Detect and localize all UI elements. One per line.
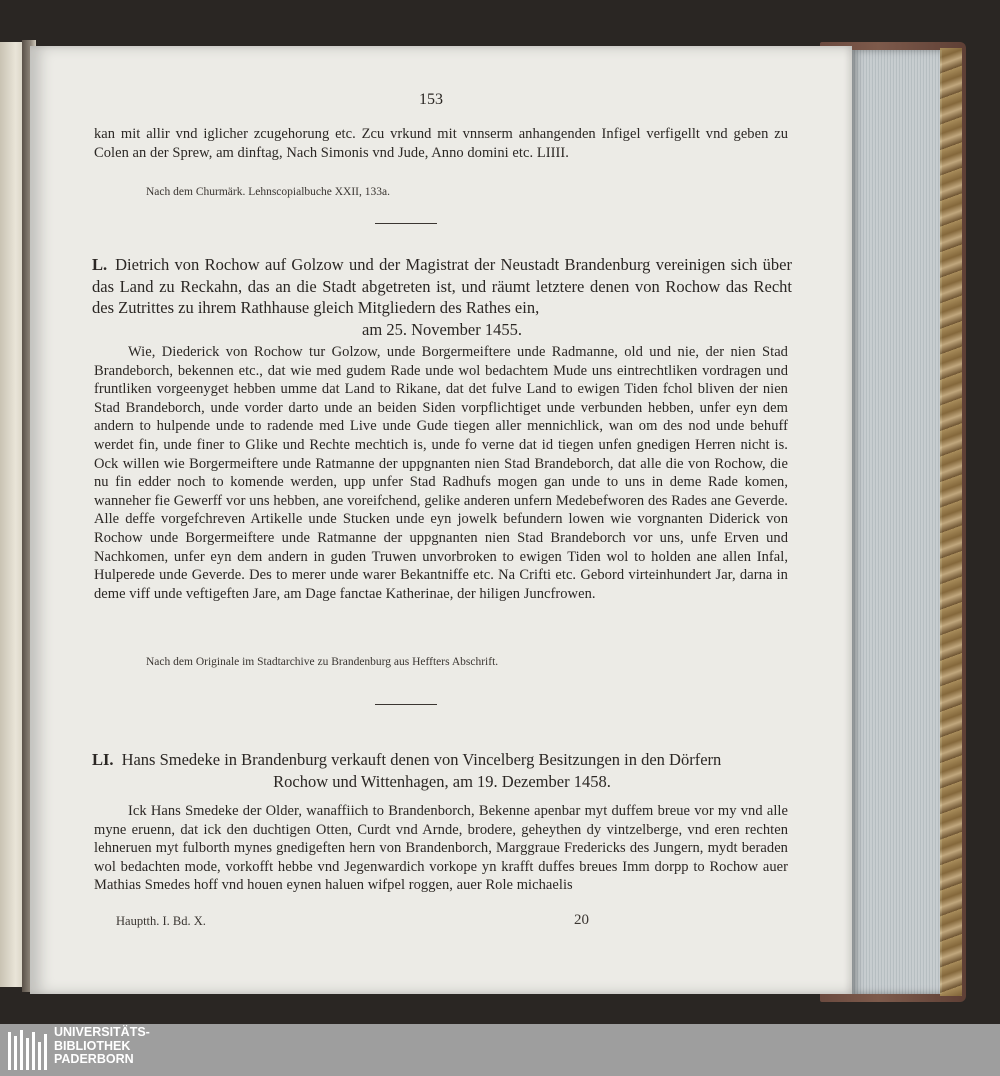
heading-date: am 25. November 1455.	[362, 319, 522, 339]
library-name-line: PADERBORN	[54, 1052, 134, 1066]
body-text: Wie, Diederick von Rochow tur Golzow, unde Borgermeiftere unde Radmanne, old und nie, der nien Stad Brandeborch, bekennen etc., dat wie med gudem Rade unde wol bedachtem Mude uns eintrechtliken vordragen und fruntliken vorgeenyget hebben umme dat Land to Rikane, dat det fulve Land to ewigen Tiden fchol bliven der nien Stad Brandeborch, unde vorder darto unde an beiden Siden vorpflichtiget unde verbunden hebben, unfer eyn dem andern to hulpende unde to radende med Live unde Gude tiegen aller mennichlick, wan om des nod unde behuff werdet fin, unde finer to Glike und Rechte mechtich is, unde fo verne dat id tiegen unfen gnedigen Herren nicht is. Ock willen wie Borgermeiftere unde Ratmanne der uppgnanten nien Stad Brandeborch, dat alle die von Rochow, die nu fin edder noch to komende werden, upp unfer Stad Radhufs mogen gan unde to uns in deme Rade komen, wanneher fie Gewerff vor uns hebben, ane voreifchend, gelike anderen unfern Medebefworen des Rades ane Geverde. Alle deffe vorgefchreven Artikelle unde Stucken unde eyn jowelk befundern lowen wie vorgnanten Diderick von Rochow unde Borgermeiftere unde Ratmanne der uppgnanten nien Stad Brandeborch vor uns, unfe Erven und Nachkomen, unfer eyn dem andern in guden Truwen unvorbroken to ewigen Tiden wol to holden ane allen Infal, Hulperede unde Geverde. Des to merer unde warer Bekantniffe etc. Na Crifti etc. Gebord virteinhundert Jar, darna in deme viff unde veftigeften Jare, am Dage fanctae Katherinae, der hiligen Juncfrowen.	[94, 344, 788, 602]
section-heading-LI	[92, 749, 792, 792]
library-logo-icon	[6, 1026, 50, 1072]
sheet-number: 20	[574, 912, 589, 928]
library-name-line: UNIVERSITÄTS-	[54, 1025, 150, 1039]
page-edges	[850, 50, 942, 994]
signature-mark: Hauptth. I. Bd. X.	[116, 914, 206, 928]
continuation-paragraph	[94, 125, 788, 162]
document-body-LI	[94, 802, 788, 895]
heading-text: Dietrich von Rochow auf Golzow und der Magistrat der Neustadt Brandenburg vereinigen sich über das Land zu Reckahn, das an die Stadt abgetreten ist, und räumt letztere denen von Rochow das Recht des Zutrittes zu ihrem Rathhause gleich Mitgliedern des Rathes ein,	[92, 255, 792, 317]
source-note-1: Nach dem Churmärk. Lehnscopialbuche XXII, 133a.	[146, 186, 390, 198]
source-note-2: Nach dem Originale im Stadtarchive zu Brandenburg aus Heffters Abschrift.	[146, 656, 499, 668]
marbled-edge	[940, 48, 962, 996]
section-number: L.	[92, 255, 108, 274]
section-heading-L	[92, 254, 792, 340]
section-divider	[375, 223, 437, 224]
page-number: 153	[419, 91, 443, 108]
body-text: Ick Hans Smedeke der Older, wanaffiich to Brandenborch, Bekenne apenbar myt duffem breue vor my vnd alle myne eruenn, dat ick den duchtigen Otten, Curdt vnd Arnde, brodere, geheythen dy vintzelberge, vnd eren rechten lehneruen myt fulborth mynes gnedigeften hern von Brandenborch, Marggraue Fredericks des Jungern, mydt beraden wol bedachten mode, vorkofft hebbe vnd Jegenwardich vorkope yn krafft duffes breues Imm dorpp to Rochow auer Mathias Smedes hoff vnd houen eynen haluen wifpel roggen, auer Role michaelis	[94, 803, 788, 894]
library-name-line: BIBLIOTHEK	[54, 1038, 131, 1053]
document-body-L	[94, 343, 788, 603]
heading-text: Hans Smedeke in Brandenburg verkauft denen von Vincelberg Besitzungen in den Dörfern	[121, 750, 722, 769]
section-divider	[375, 704, 437, 705]
continuation-text: kan mit allir vnd iglicher zcugehorung etc. Zcu vrkund mit vnnserm anhangenden Infigel verfigellt vnd geben zu Colen an der Sprew, am dinftag, Nach Simonis vnd Jude, Anno domini etc. LIIII.	[94, 126, 788, 161]
library-name[interactable]	[54, 1026, 150, 1067]
section-number: LI.	[92, 750, 114, 769]
book-page	[30, 46, 852, 994]
heading-date: Rochow und Wittenhagen, am 19. Dezember 1458.	[273, 771, 611, 791]
library-banner	[0, 1024, 1000, 1076]
